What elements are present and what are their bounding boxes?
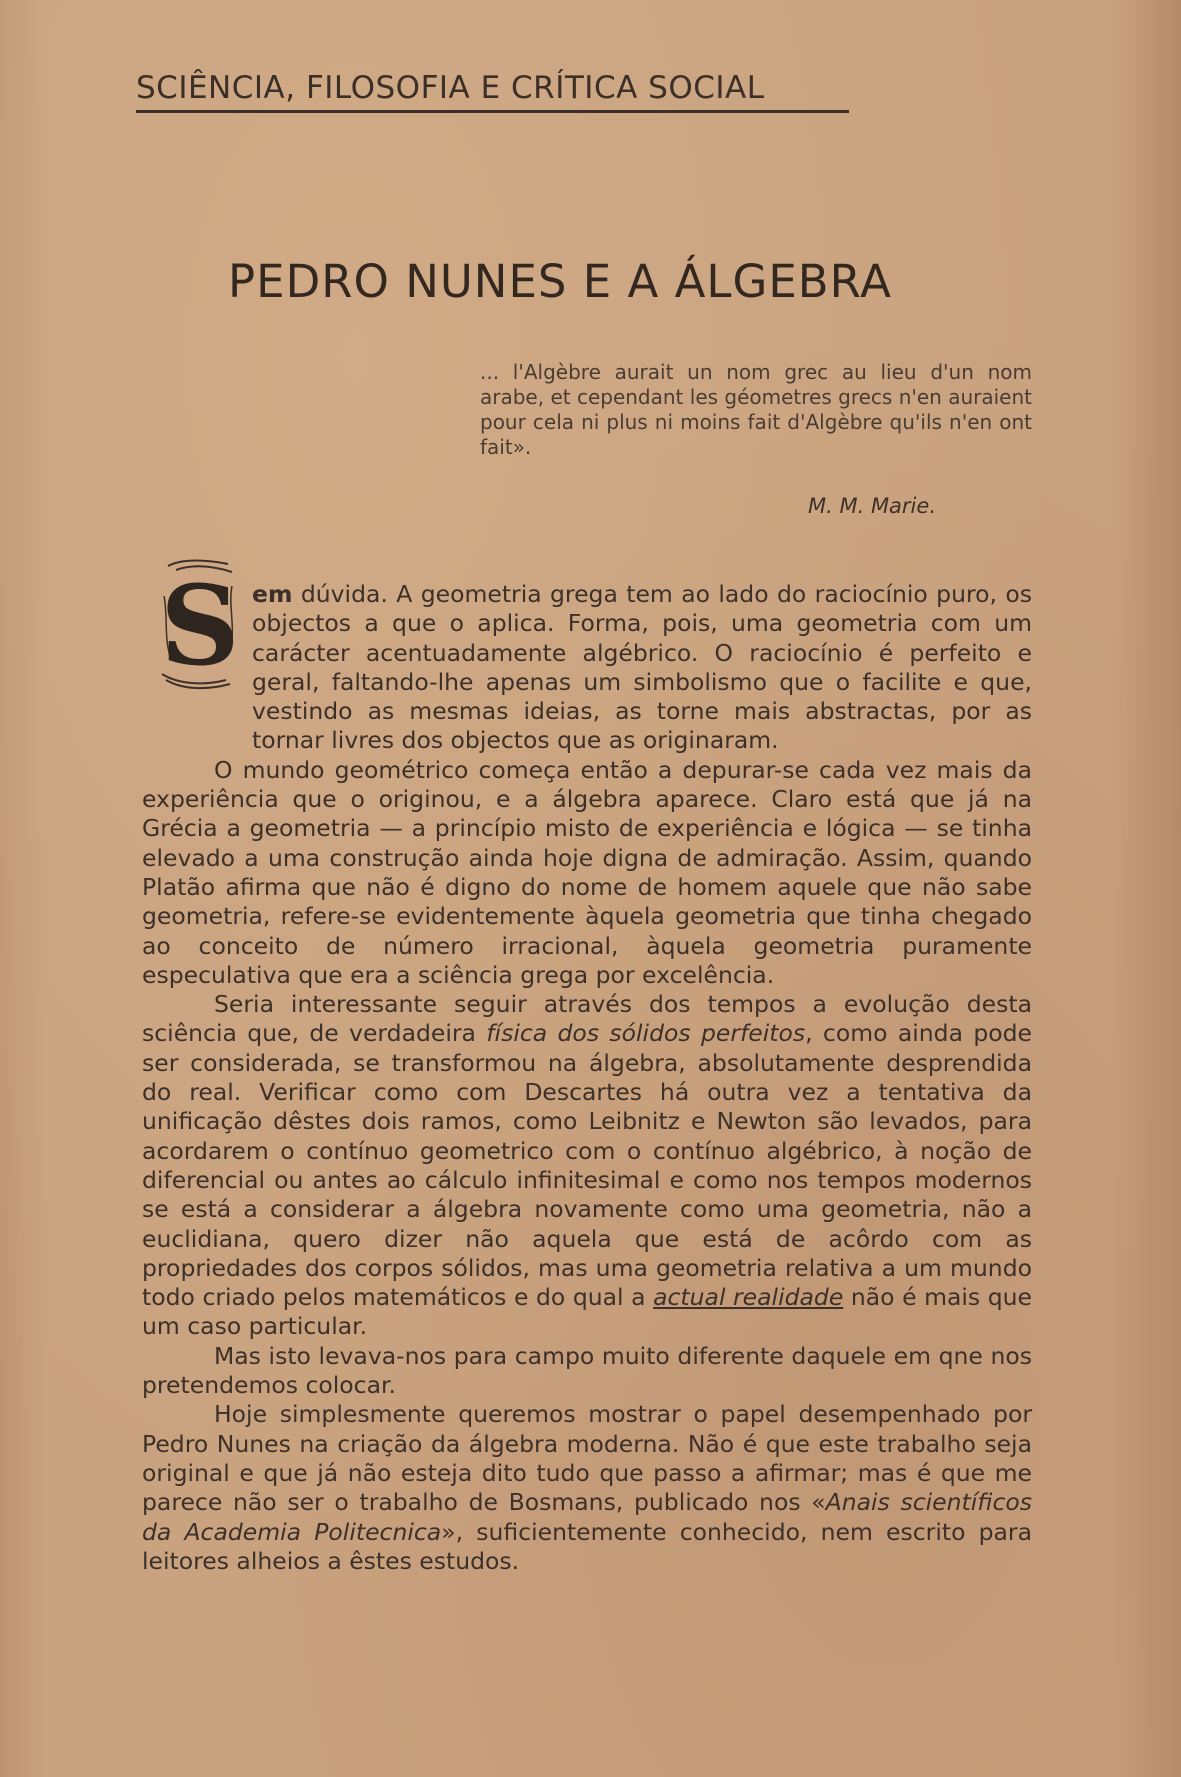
header-rule bbox=[136, 110, 849, 113]
paragraph-1: em dúvida. A geometria grega tem ao lado do raciocínio puro, os objectos a que o aplica. Forma, pois, uma geometria com um carácter acentuadamente algébrico. O raciocínio é perfeito e geral, faltando-lhe apenas um simbolismo que o facilite e que, vestindo as mesmas ideias, as torne mais abstractas, por as tornar livres dos objectos que as originaram. bbox=[252, 580, 1032, 755]
running-head: SCIÊNCIA, FILOSOFIA E CRÍTICA SOCIAL bbox=[136, 70, 765, 106]
paragraph-2: O mundo geométrico começa então a depurar-se cada vez mais da experiência que o originou, e a álgebra aparece. Claro está que já na Grécia a geometria — a princípio misto de experiência e lógica — se tinha elevado a uma construção ainda hoje digna de admiração. Assim, quando Platão afirma que não é digno do nome de homem aquele que não sabe geometria, refere-se evidentemente àquela geometria que tinha chegado ao conceito de número irracional, àquela geometria puramente especulativa que era a sciência grega por excelência. bbox=[142, 755, 1032, 989]
paragraph-5: Hoje simplesmente queremos mostrar o papel desempenhado por Pedro Nunes na criação da álgebra moderna. Não é que este trabalho seja original e que já não esteja dito tudo que passo a afirmar; mas é que me parece não ser o trabalho de Bosmans, publicado nos «Anais scientíficos da Academia Politecnica», suficientemente conhecido, nem escrito para leitores alheios a êstes estudos. bbox=[142, 1400, 1033, 1575]
epigraph-quote: ... l'Algèbre aurait un nom grec au lieu d'un nom arabe, et cependant les géometres grecs n'en auraient pour cela ni plus ni moins fait d'Algèbre qu'ils n'en ont fait». bbox=[480, 360, 1032, 459]
paragraph-4: Mas isto levava-nos para campo muito diferente daquele em qne nos pretendemos colocar. bbox=[142, 1341, 1032, 1400]
article-title: PEDRO NUNES E A ÁLGEBRA bbox=[228, 255, 892, 308]
italic-phrase: física dos sólidos perfeitos bbox=[486, 1019, 806, 1048]
article-body bbox=[142, 580, 1032, 1576]
journal-title: Anais scientíficos da Academia Politecnica bbox=[142, 1488, 1033, 1546]
lead-word: em bbox=[252, 580, 293, 608]
dropcap-letter: S bbox=[160, 561, 240, 690]
underlined-phrase: actual realidade bbox=[653, 1283, 844, 1312]
epigraph-attribution: M. M. Marie. bbox=[808, 494, 936, 518]
paragraph-3: Seria interessante seguir através dos tempos a evolução desta sciência que, de verdadeira física dos sólidos perfeitos, como ainda pode ser considerada, se transformou na álgebra, absolutamente desprendida do real. Verificar como com Descartes há outra vez a tentativa da unificação dêstes dois ramos, como Leibnitz e Newton são levados, para acordarem o contínuo geometrico com o contínuo algébrico, à noção de diferencial ou antes ao cálculo infinitesimal e como nos tempos modernos se está a considerar a álgebra novamente como uma geometria, não a euclidiana, quero dizer não aquela que está de acôrdo com as propriedades dos corpos sólidos, mas uma geometria relativa a um mundo todo criado pelos matemáticos e do qual a actual realidade não é mais que um caso particular. bbox=[142, 990, 1032, 1341]
